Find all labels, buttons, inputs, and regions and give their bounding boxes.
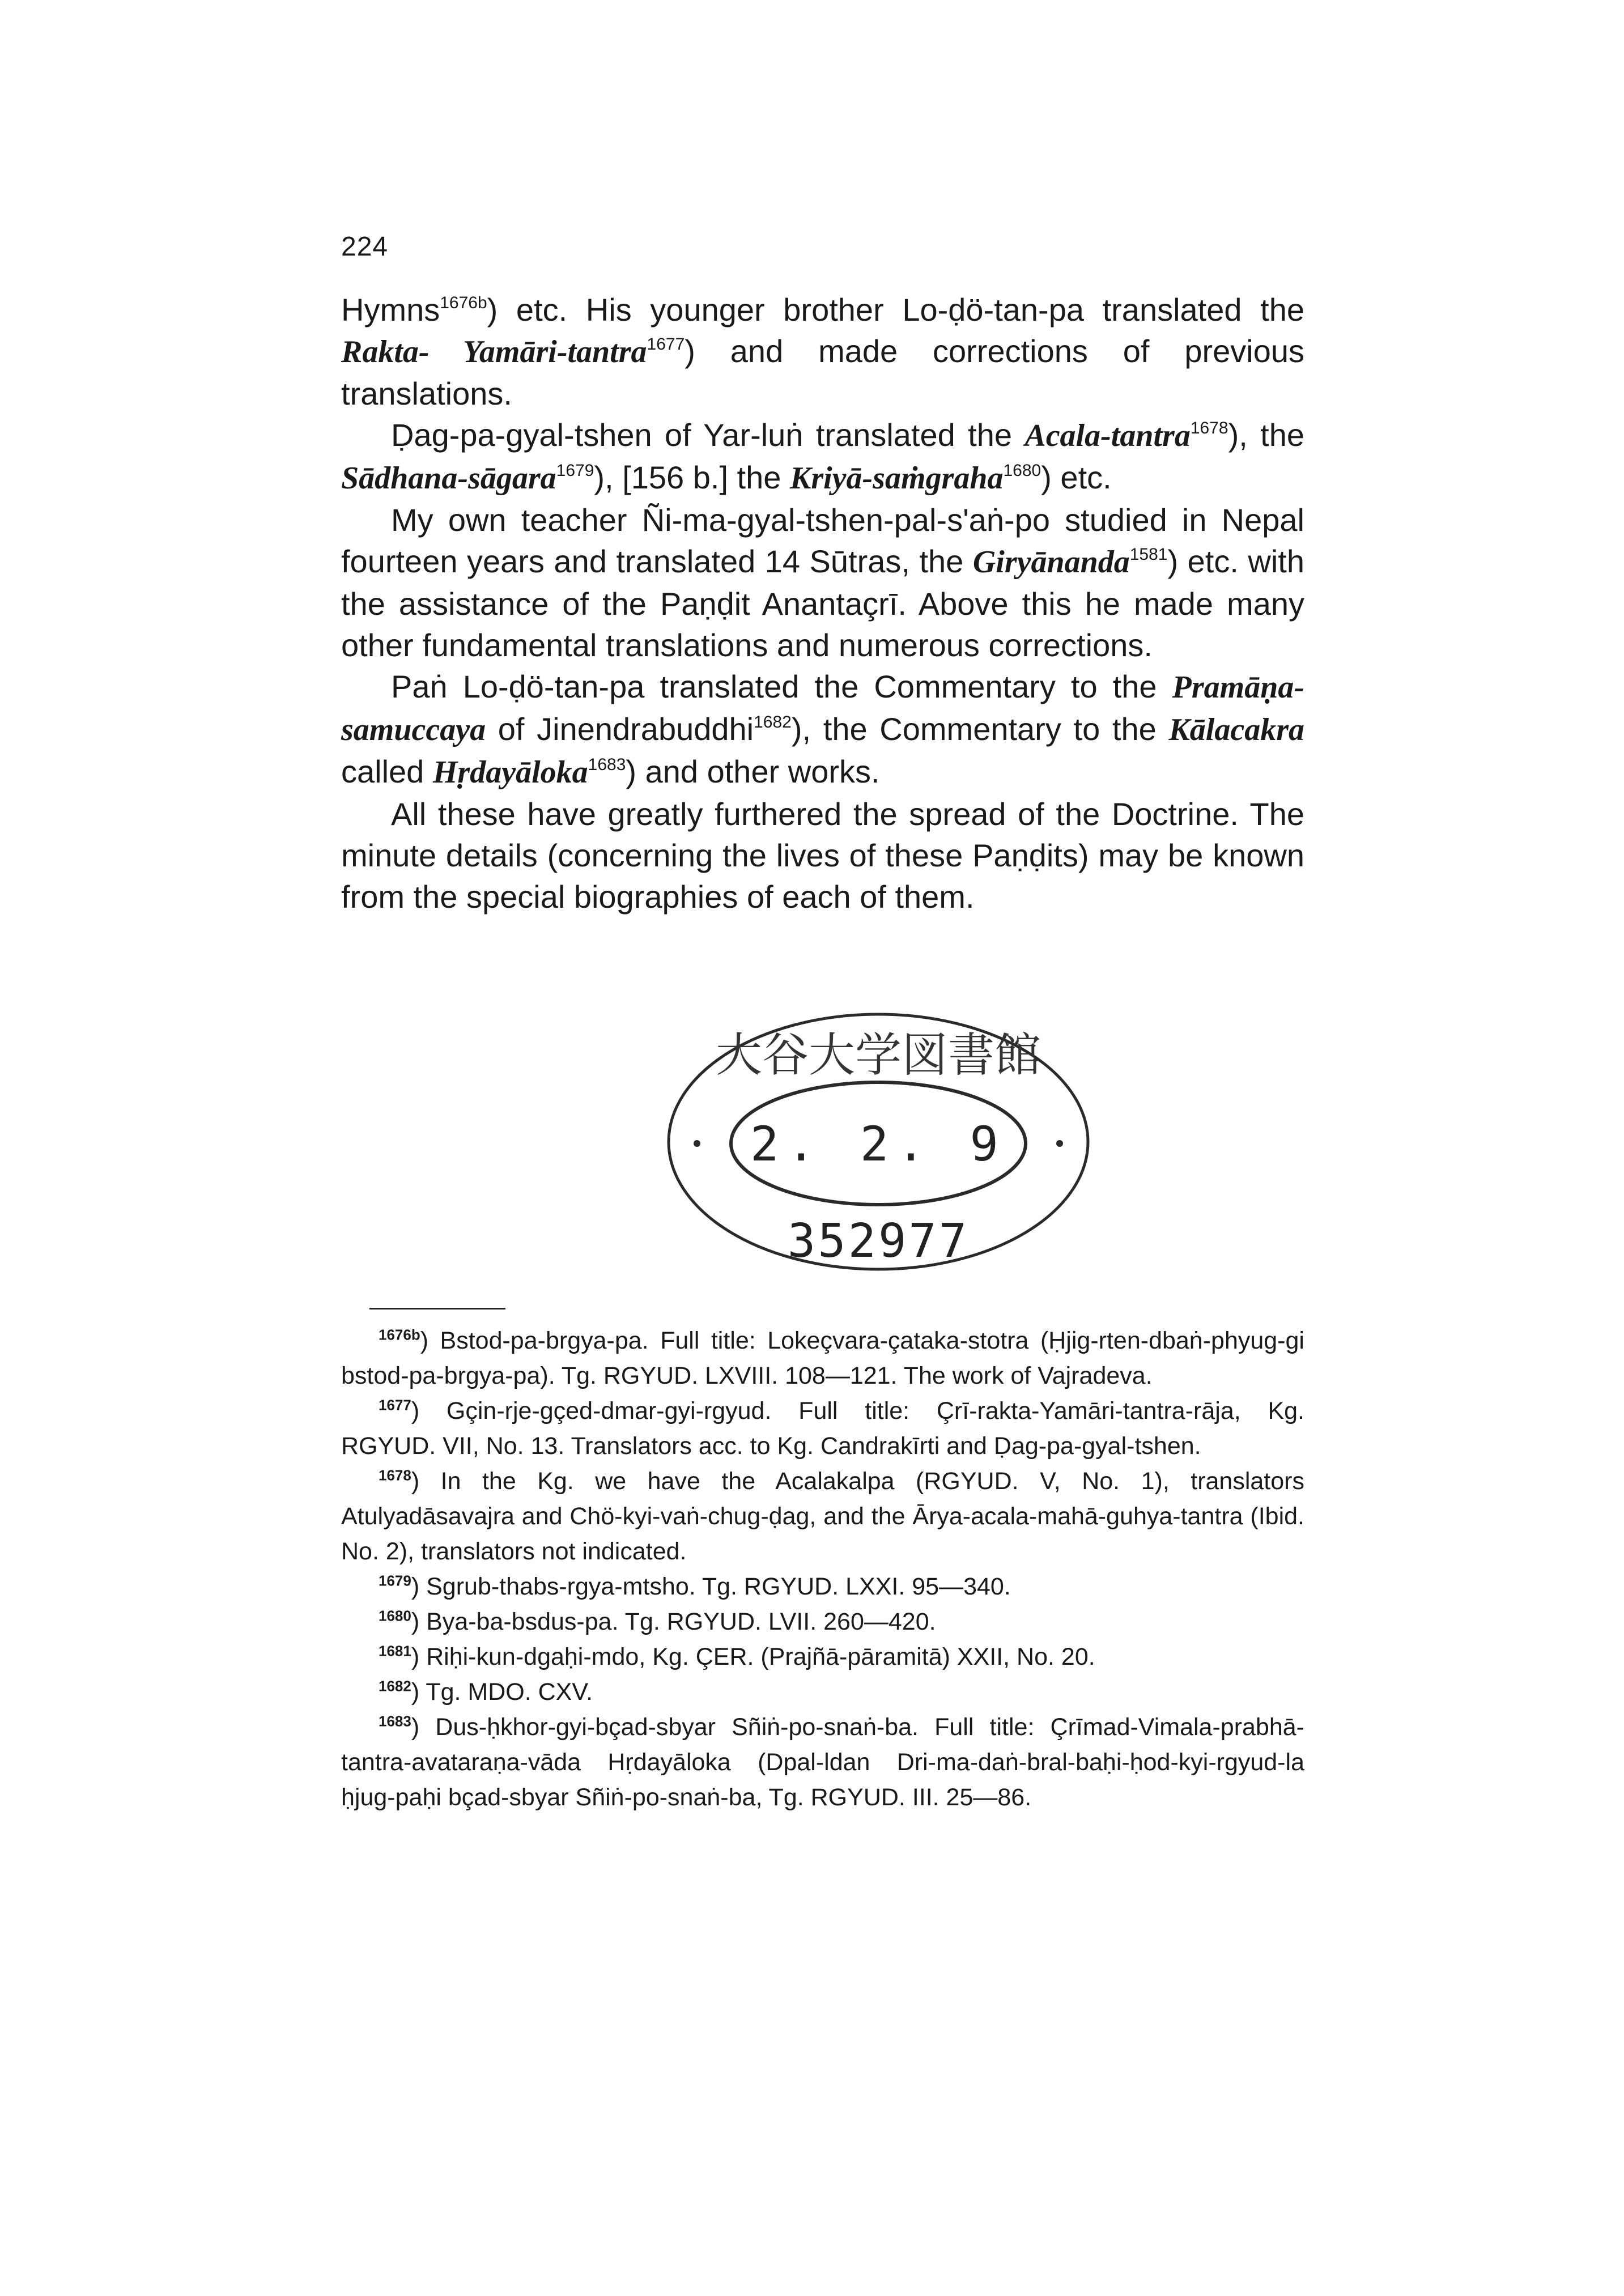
footnote-1679	[341, 1569, 1304, 1604]
footnotes	[341, 1323, 1304, 1815]
footnote-number: 1680	[379, 1607, 411, 1625]
footnote-text: ) Gçin-rje-gçed-dmar-gyi-rgyud. Full title: Çrī-rakta-Yamāri-tantra-rāja, Kg. RGYUD. VII, No. 13. Translators acc. to Kg. Candrakīrti and Ḍag-pa-gyal-tshen.	[341, 1397, 1304, 1460]
library-stamp	[663, 1009, 1094, 1275]
footnote-text: ) Dus-ḥkhor-gyi-bçad-sbyar Sñiṅ-po-snaṅ-ba. Full title: Çrīmad-Vimala-prabhā-tantra-avataraṇa-vāda Hṛdayāloka (Dpal-ldan Dri-ma-daṅ-bral-baḥi-ḥod-kyi-rgyud-la ḥjug-paḥi bçad-sbyar Sñiṅ-po-snaṅ-ba, Tg. RGYUD. III. 25—86.	[341, 1714, 1304, 1811]
footnote-divider	[369, 1308, 505, 1309]
text-run: ) and other works.	[626, 754, 880, 789]
text-run: of Jinendrabuddhi	[486, 711, 754, 747]
text-run: called	[341, 754, 433, 789]
title-italic: Kālacakra	[1168, 712, 1305, 747]
paragraph-3	[341, 499, 1304, 666]
footnote-number: 1681	[379, 1642, 411, 1660]
text-run: Hymns	[341, 292, 440, 328]
text-run: ), the	[1228, 417, 1304, 453]
footnote-1682	[341, 1674, 1304, 1710]
stamp-dot-left	[694, 1140, 700, 1147]
stamp-accession-number: 352977	[787, 1214, 970, 1268]
note-ref: 1581	[1129, 545, 1168, 564]
footnote-text: ) Riḥi-kun-dgaḥi-mdo, Kg. ÇER. (Prajñā-pāramitā) XXII, No. 20.	[411, 1643, 1095, 1670]
text-run: ) etc. His younger brother Lo-ḍö-tan-pa translated the	[487, 292, 1304, 328]
stamp-date: 2. 2. 9	[750, 1116, 1007, 1172]
title-italic: Rakta- Yamāri-tantra	[341, 334, 647, 369]
footnote-number: 1676b	[379, 1326, 420, 1343]
footnote-number: 1679	[379, 1572, 411, 1589]
footnote-text: ) Bya-ba-bsdus-pa. Tg. RGYUD. LVII. 260—420.	[411, 1608, 936, 1635]
library-stamp-graphic	[663, 1009, 1094, 1275]
footnote-1680	[341, 1604, 1304, 1639]
footnote-text: ) In the Kg. we have the Acalakalpa (RGYUD. V, No. 1), translators Atulyadāsavajra and Chö-kyi-vaṅ-chug-ḍag, and the Ārya-acala-mahā-guhya-tantra (Ibid. No. 2), translators not indicated.	[341, 1468, 1304, 1565]
stamp-dot-right	[1056, 1140, 1063, 1147]
text-run: ), the Commentary to the	[791, 711, 1169, 747]
note-ref: 1680	[1003, 461, 1041, 481]
note-ref: 1682	[754, 713, 792, 732]
footnote-1678	[341, 1464, 1304, 1569]
paragraph-5: All these have greatly furthered the spread of the Doctrine. The minute details (concerning the lives of these Paṇḍits) may be known from the special biographies of each of them.	[341, 796, 1304, 915]
paragraph-2	[341, 414, 1304, 499]
footnote-number: 1682	[379, 1677, 411, 1695]
text-run: My own teacher Ñi-ma-gyal-tshen-pal-s'aṅ-po studied in Nepal fourteen years and translated 14 Sūtras, the	[341, 502, 1304, 579]
paragraph-1	[341, 289, 1304, 414]
footnote-1683	[341, 1710, 1304, 1815]
footnote-number: 1677	[379, 1396, 411, 1414]
page-number: 224	[341, 232, 389, 262]
footnote-text: ) Bstod-pa-brgya-pa. Full title: Lokeçvara-çataka-stotra (Ḥjig-rten-dbaṅ-phyug-gi bstod-pa-brgya-pa). Tg. RGYUD. LXVIII. 108—121. The work of Vajradeva.	[341, 1327, 1304, 1389]
main-text	[341, 289, 1304, 917]
title-italic: Sādhana-sāgara	[341, 461, 556, 496]
text-run: ) and made corrections of previous translations.	[341, 333, 1304, 411]
paragraph-4	[341, 666, 1304, 793]
note-ref: 1678	[1190, 419, 1228, 438]
title-italic: Hṛdayāloka	[432, 755, 588, 790]
text-run: Ḍag-pa-gyal-tshen of Yar-luṅ translated the	[391, 417, 1025, 453]
text-run: Paṅ Lo-ḍö-tan-pa translated the Commentary to the	[391, 669, 1172, 704]
footnote-1677	[341, 1393, 1304, 1464]
note-ref: 1677	[647, 335, 685, 354]
footnote-number: 1678	[379, 1466, 411, 1484]
footnote-text: ) Sgrub-thabs-rgya-mtsho. Tg. RGYUD. LXXI. 95—340.	[411, 1573, 1011, 1600]
footnote-1676b	[341, 1323, 1304, 1393]
footnote-number: 1683	[379, 1712, 411, 1730]
title-italic: Kriyā-saṁgraha	[789, 461, 1004, 496]
text-run: ) etc. with the assistance of the Paṇḍit Anantaçrī. Above this he made many other fundamental translations and numerous corrections.	[341, 543, 1304, 663]
stamp-library-chars: 大谷大学図書館	[715, 1028, 1041, 1082]
footnote-1681	[341, 1639, 1304, 1674]
text-run: ), [156 b.] the	[594, 460, 790, 495]
note-ref: 1676b	[440, 294, 487, 313]
title-italic: Pramāṇa-samuccaya	[341, 670, 1304, 747]
note-ref: 1683	[588, 755, 626, 775]
title-italic: Acala-tantra	[1024, 418, 1191, 453]
note-ref: 1679	[556, 461, 594, 481]
text-run: ) etc.	[1041, 460, 1112, 495]
title-italic: Giryānanda	[972, 545, 1130, 580]
footnote-text: ) Tg. MDO. CXV.	[411, 1678, 593, 1706]
